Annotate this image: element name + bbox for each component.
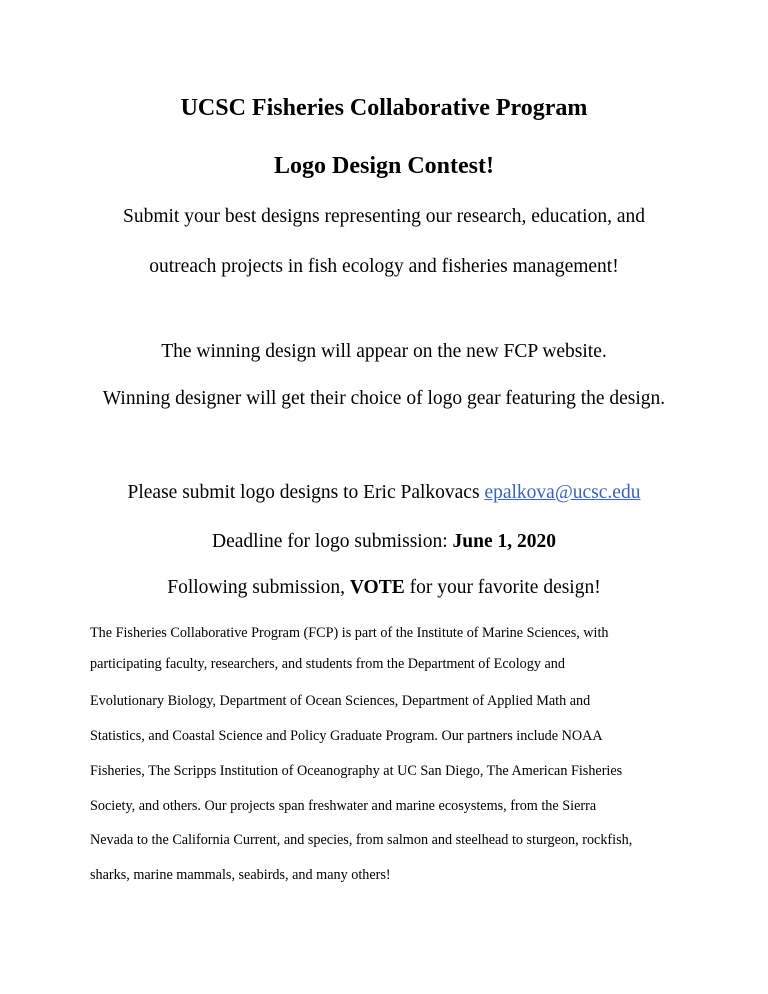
about-line-1: The Fisheries Collaborative Program (FCP) is part of the Institute of Marine Sciences, with (90, 625, 609, 641)
deadline-date: June 1, 2020 (452, 531, 556, 552)
about-line-4: Statistics, and Coastal Science and Policy Graduate Program. Our partners include NOAA (90, 728, 603, 744)
about-line-6: Society, and others. Our projects span freshwater and marine ecosystems, from the Sierra (90, 798, 597, 814)
about-line-3: Evolutionary Biology, Department of Ocean Sciences, Department of Applied Math and (90, 693, 591, 709)
vote-word: VOTE (349, 577, 405, 598)
deadline-label: Deadline for logo submission: (212, 531, 453, 552)
submission-text: Please submit logo designs to Eric Palkovacs (127, 482, 485, 503)
intro-line-1: Submit your best designs representing our research, education, and (122, 206, 646, 227)
about-line-8: sharks, marine mammals, seabirds, and many others! (90, 867, 391, 883)
prize-line-2: Winning designer will get their choice of logo gear featuring the design. (102, 388, 666, 409)
deadline-line (0, 532, 768, 552)
vote-line (0, 578, 768, 598)
page-title: UCSC Fisheries Collaborative Program (180, 95, 588, 121)
prize-line-1: The winning design will appear on the new FCP website. (161, 341, 607, 362)
vote-suffix: for your favorite design! (404, 577, 601, 598)
intro-line-2: outreach projects in fish ecology and fisheries management! (149, 256, 619, 277)
email-link[interactable]: epalkova@ucsc.edu (484, 482, 641, 503)
submission-line (0, 483, 768, 503)
about-line-2: participating faculty, researchers, and students from the Department of Ecology and (90, 656, 565, 672)
vote-prefix: Following submission, (167, 577, 350, 598)
about-line-7: Nevada to the California Current, and species, from salmon and steelhead to sturgeon, rockfish, (90, 832, 633, 848)
contest-title: Logo Design Contest! (274, 153, 494, 179)
about-line-5: Fisheries, The Scripps Institution of Oceanography at UC San Diego, The American Fisheries (90, 763, 623, 779)
